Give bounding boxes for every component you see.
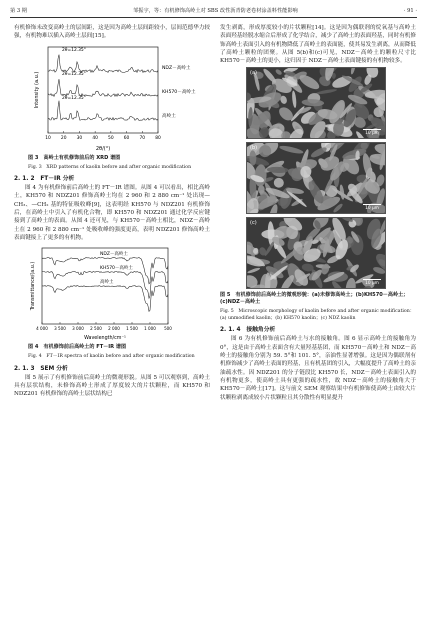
ftir-x-tick-label: 500 [164, 326, 172, 332]
section-2-1-2-heading: 2. 1. 2 FT－IR 分析 [14, 176, 75, 183]
sem-scale-bar-c: 10 μm [363, 279, 381, 286]
ftir-curve-label: KH570－高岭土 [100, 266, 133, 272]
xrd-x-tick-label: 70 [139, 135, 146, 141]
running-title: 邹振宇，等：有机修饰高岭土对 SBS 改性沥青防老卷材涂盖料性能影响 [133, 8, 298, 14]
sem-panel-a [246, 67, 386, 139]
ftir-chart [14, 244, 210, 342]
xrd-ylabel: Intensity (a.u.) [34, 71, 40, 108]
ftir-x-tick-label: 3 500 [54, 326, 66, 332]
ftir-x-tick-label: 2 500 [90, 326, 102, 332]
sem-panel-c [246, 217, 386, 289]
fig4-caption: 图 4 有机修饰前后高岭土的 FT－IR 谱图 [28, 344, 127, 351]
sem-continued-paragraph: 发生剥离，形成厚度较小的片状颗粒[14]。这是因为偶联剂的烷氧基与高岭土表面羟基经脱水缩合后形成了化学结合，减少了高岭土的表面羟基，同时有机修饰高岭土表面引入的有机物降低了高岭土的表面能，使其易发生剥离，从而降低了高岭土颗粒的团聚。从图 5(b)和(c)可见，NDZ－高岭土的颗粒尺寸比 KH570－高岭土的更小，这归因于 NDZ－高岭土表面键接的有机物较多。 [220, 25, 416, 65]
sem-paragraph: 图 5 展示了有机修饰前后高岭土的微观形貌。从图 5 可以观察到，高岭土具有层状结构，未修饰高岭土形成了厚度较大的片状颗粒，而 KH570 和 NDZ201 有机修饰的高岭土层状结构已 [14, 374, 210, 398]
xrd-curve-1 [48, 79, 158, 96]
xrd-x-tick-label: 30 [76, 135, 83, 141]
fig5-caption-en: Fig. 5 Microscopic morphology of kaolin before and after organic modification：(a) unmodified kaolin；(b) KH570 kaolin；(c) NDZ kaolin [220, 309, 415, 321]
section-2-1-3-heading: 2. 1. 3 SEM 分析 [14, 365, 68, 372]
ftir-plot-frame [42, 248, 168, 324]
ftir-xlabel: Wavelength/cm⁻¹ [84, 336, 126, 342]
fig4-caption-en: Fig. 4 FT－IR spectra of kaolin before and after organic modification [28, 354, 195, 360]
ftir-x-tick-label: 1 000 [144, 326, 156, 332]
sem-scale-bar-b: 10 μm [363, 204, 381, 211]
xrd-curve-label: 高岭土 [162, 113, 176, 119]
xrd-peak-label: 2θ=12.35° [62, 95, 86, 101]
fig5-caption: 图 5 有机修饰前后高岭土的微观形貌：(a)未修饰高岭土；(b)KH570－高岭土；(c)NDZ－高岭土 [220, 292, 409, 306]
right-column [220, 24, 416, 402]
ftir-x-tick-label: 2 000 [108, 326, 120, 332]
ftir-curve-label: 高岭土 [100, 280, 114, 286]
xrd-x-tick-label: 50 [108, 135, 114, 141]
xrd-x-tick-label: 60 [123, 135, 130, 141]
fig3-caption: 图 3 高岭土有机修饰前后的 XRD 谱图 [28, 154, 121, 161]
xrd-curve-label: KH570－高岭土 [162, 89, 196, 95]
xrd-peak-label: 2θ=12.35° [62, 47, 86, 53]
intro-paragraph: 有机修饰未改变高岭土的层间距，这是因为高岭土层间距较小，层间范德华力较强，有机物难以插入高岭土层间[15]。 [14, 25, 210, 40]
sem-figure [246, 67, 386, 289]
contact-angle-paragraph: 图 6 为有机修饰前后高岭土与水的接触角。图 6 显示高岭土的接触角为 0°，这是由于高岭土表面含有大量羟基基团，而 KH570－高岭土和 NDZ－高岭土的接触角分别为 59. 5°和 101. 5°，亲油性显著增强。这是因为偶联剂有机修饰减少了高岭土表面的羟基，且有机基团的引入，大幅度提升了高岭土的亲油疏水性。因 NDZ201 的分子链段比 KH570 长，NDZ－高岭土表面引入的有机物更多，使高岭土具有更强的疏水性，故 NDZ－高岭土的接触角大于 KH570－高岭土[17]。这与前文 SEM 观察结果中有机修饰使高岭土由较大片状颗粒剥离成较小片状颗粒且其分散性有明显提升 [220, 336, 416, 401]
sem-scale-bar-a: 10 μm [363, 129, 381, 136]
xrd-curve-2 [48, 100, 158, 120]
xrd-chart [14, 43, 210, 153]
sem-panel-b-label: (b) [250, 145, 258, 152]
page-number: · 91 · [403, 7, 417, 14]
ftir-x-tick-label: 1 500 [126, 326, 138, 332]
ftir-paragraph: 图 4 为有机修饰前后高岭土的 FT－IR 谱图。从图 4 可以看出，相比高岭土，KH570 和 NDZ201 修饰高岭土均在 2 960 和 2 880 cm⁻¹ 处出现—CH₃、—CH₂ 基的特征吸收峰[9]，这表明经 KH570 与 NDZ201 有机修饰后，在高岭土中引入了有机化合物，即 KH570 和 NDZ201 通过化学反应键接到了高岭土的表面。从图 4 还可见，与 KH570－高岭土相比，NDZ－高岭土在 2 960 和 2 880 cm⁻¹ 处吸收峰的强度更高，表明 NDZ201 修饰高岭土表面键接上了更多的有机物。 [14, 185, 210, 241]
left-column [14, 24, 210, 399]
xrd-x-tick-label: 80 [155, 135, 161, 141]
xrd-x-tick-label: 40 [92, 135, 98, 141]
issue-number: 第 3 期 [10, 8, 27, 14]
sem-panel-a-label: (a) [250, 70, 257, 77]
section-2-1-4-heading: 2. 1. 4 接触角分析 [220, 327, 276, 334]
ftir-figure [14, 244, 210, 342]
ftir-x-tick-label: 4 000 [36, 326, 48, 332]
ftir-x-tick-label: 3 000 [72, 326, 84, 332]
xrd-curve-0 [48, 54, 158, 72]
sem-panel-b [246, 142, 386, 214]
xrd-peak-label: 2θ=12.35° [62, 71, 86, 77]
xrd-figure [14, 43, 210, 153]
fig3-caption-en: Fig. 3 XRD patterns of kaolin before and after organic modification [28, 164, 192, 170]
ftir-curve-label: NDZ－高岭土 [100, 252, 128, 258]
xrd-xlabel: 2θ/(°) [95, 145, 111, 152]
sem-panel-c-label: (c) [250, 220, 257, 227]
xrd-curve-label: NDZ－高岭土 [162, 65, 191, 71]
xrd-x-tick-label: 20 [60, 135, 67, 141]
running-header [10, 6, 417, 18]
xrd-x-tick-label: 10 [45, 135, 51, 141]
ftir-ylabel: Transmittance/(a.u.) [31, 261, 36, 311]
